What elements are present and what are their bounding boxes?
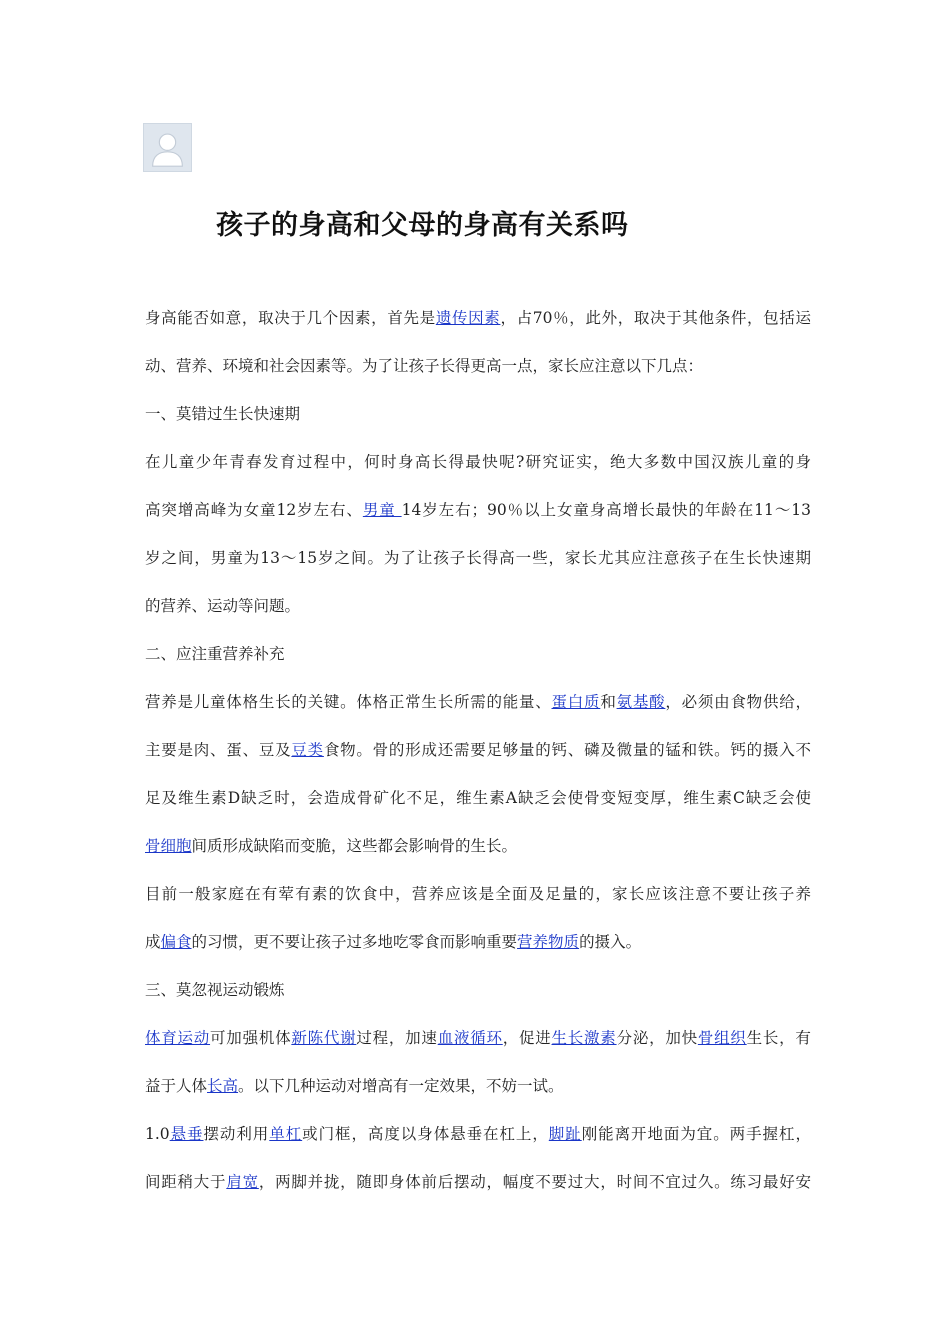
term-link[interactable]: 血液循环 bbox=[437, 1029, 503, 1047]
text-line bbox=[145, 822, 811, 870]
text-line bbox=[145, 582, 811, 630]
text-segment: 益于人体 bbox=[145, 1077, 208, 1095]
term-link[interactable]: 新陈代谢 bbox=[291, 1029, 357, 1047]
text-segment: 分泌，加快 bbox=[616, 1029, 698, 1047]
term-link[interactable]: 营养物质 bbox=[517, 933, 580, 951]
term-link[interactable]: 生长激素 bbox=[551, 1029, 617, 1047]
text-segment: 刚能离开地面为宜。两手握杠， bbox=[581, 1125, 811, 1143]
text-line bbox=[145, 1062, 811, 1110]
text-segment: 或门框，高度以身体悬垂在杠上， bbox=[302, 1125, 549, 1143]
text-segment: 一、莫错过生长快速期 bbox=[145, 405, 301, 423]
text-line bbox=[145, 294, 811, 342]
text-segment: 身高能否如意，取决于几个因素，首先是 bbox=[145, 309, 436, 327]
text-segment: 过程，加速 bbox=[356, 1029, 438, 1047]
document-title: 孩子的身高和父母的身高有关系吗 bbox=[216, 210, 629, 241]
text-line bbox=[145, 390, 811, 438]
text-segment: 二、应注重营养补充 bbox=[145, 645, 285, 663]
text-line bbox=[145, 918, 811, 966]
text-segment: 生长，有 bbox=[746, 1029, 811, 1047]
term-link[interactable]: 豆类 bbox=[291, 741, 324, 759]
text-line bbox=[145, 438, 811, 486]
term-link[interactable]: 悬垂 bbox=[169, 1125, 204, 1143]
text-segment: 成 bbox=[145, 933, 161, 951]
text-segment: 的摄入。 bbox=[579, 933, 642, 951]
user-avatar-icon bbox=[143, 123, 192, 172]
text-line bbox=[145, 966, 811, 1014]
text-segment: 目前一般家庭在有荤有素的饮食中，营养应该是全面及足量的，家长应该注意不要让孩子养 bbox=[145, 885, 811, 903]
text-segment: 间质形成缺陷而变脆，这些都会影响骨的生长。 bbox=[191, 837, 518, 855]
text-line bbox=[145, 678, 811, 726]
term-link[interactable]: 长高 bbox=[207, 1077, 239, 1095]
text-line bbox=[145, 486, 811, 534]
text-segment: 摆动利用 bbox=[203, 1125, 270, 1143]
text-segment: ，促进 bbox=[502, 1029, 552, 1047]
text-segment: 。以下几种运动对增高有一定效果，不妨一试。 bbox=[238, 1077, 564, 1095]
text-segment: 高突增高峰为女童12岁左右、 bbox=[145, 501, 363, 519]
text-segment: 和 bbox=[600, 693, 617, 711]
term-link[interactable]: 肩宽 bbox=[226, 1173, 259, 1191]
article-body bbox=[145, 294, 811, 1206]
text-segment: 在儿童少年青春发育过程中，何时身高长得最快呢?研究证实，绝大多数中国汉族儿童的身 bbox=[145, 453, 811, 471]
text-line bbox=[145, 630, 811, 678]
term-link[interactable]: 蛋白质 bbox=[551, 693, 601, 711]
text-line bbox=[145, 534, 811, 582]
text-segment: 1.0 bbox=[145, 1125, 170, 1143]
term-link[interactable]: 男童 bbox=[362, 501, 402, 519]
text-segment: 足及维生素D缺乏时，会造成骨矿化不足，维生素A缺乏会使骨变短变厚，维生素C缺乏会使 bbox=[145, 789, 811, 807]
text-line bbox=[145, 1014, 811, 1062]
term-link[interactable]: 单杠 bbox=[269, 1125, 303, 1143]
term-link[interactable]: 骨细胞 bbox=[145, 837, 192, 855]
text-segment: 的营养、运动等问题。 bbox=[145, 597, 301, 615]
term-link[interactable]: 体育运动 bbox=[145, 1029, 211, 1047]
text-segment: 14岁左右；90％以上女童身高增长最快的年龄在11～13 bbox=[401, 501, 811, 519]
text-segment: 可加强机体 bbox=[210, 1029, 292, 1047]
text-segment: 动、营养、环境和社会因素等。为了让孩子长得更高一点，家长应注意以下几点： bbox=[145, 357, 704, 375]
text-segment: 食物。骨的形成还需要足够量的钙、磷及微量的锰和铁。钙的摄入不 bbox=[323, 741, 811, 759]
text-segment: ，必须由食物供给， bbox=[665, 693, 811, 711]
text-line bbox=[145, 726, 811, 774]
text-line bbox=[145, 870, 811, 918]
text-line bbox=[145, 774, 811, 822]
term-link[interactable]: 偏食 bbox=[160, 933, 192, 951]
term-link[interactable]: 骨组织 bbox=[697, 1029, 747, 1047]
text-line bbox=[145, 1110, 811, 1158]
term-link[interactable]: 遗传因素 bbox=[435, 309, 501, 327]
text-segment: 主要是肉、蛋、豆及 bbox=[145, 741, 292, 759]
text-line bbox=[145, 1158, 811, 1206]
text-segment: 的习惯，更不要让孩子过多地吃零食而影响重要 bbox=[191, 933, 518, 951]
text-segment: 三、莫忽视运动锻炼 bbox=[145, 981, 285, 999]
term-link[interactable]: 脚趾 bbox=[548, 1125, 582, 1143]
text-segment: 间距稍大于 bbox=[145, 1173, 227, 1191]
term-link[interactable]: 氨基酸 bbox=[616, 693, 666, 711]
text-line bbox=[145, 342, 811, 390]
text-segment: 营养是儿童体格生长的关键。体格正常生长所需的能量、 bbox=[145, 693, 552, 711]
text-segment: ，占70％，此外，取决于其他条件，包括运 bbox=[500, 309, 811, 327]
text-segment: ，两脚并拢，随即身体前后摆动，幅度不要过大，时间不宜过久。练习最好安 bbox=[258, 1173, 811, 1191]
text-segment: 岁之间，男童为13～15岁之间。为了让孩子长得高一些，家长尤其应注意孩子在生长快速期 bbox=[145, 549, 811, 567]
